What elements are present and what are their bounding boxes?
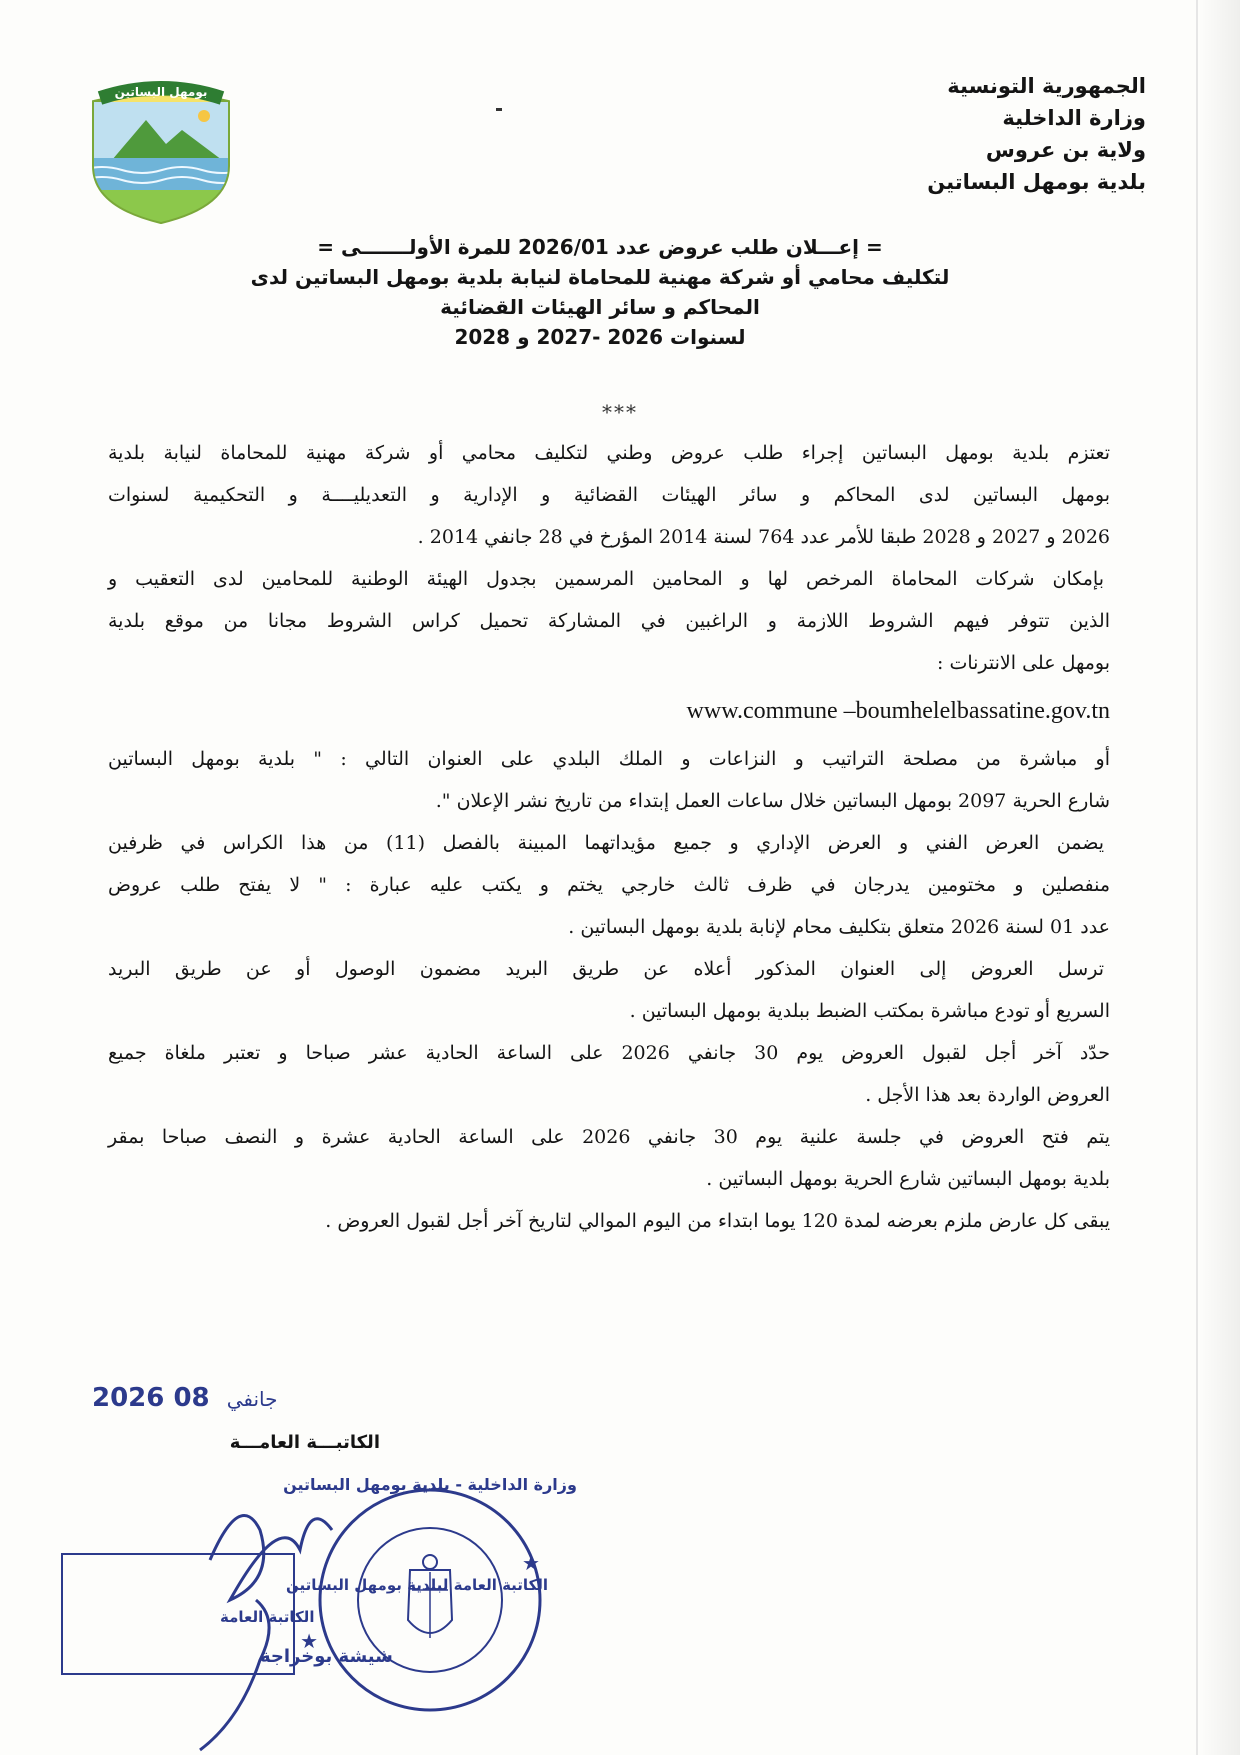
title-line: المحاكم و سائر الهيئات القضائية	[440, 295, 760, 319]
body-line: تعتزم بلدية بومهل البساتين إجراء طلب عروض وطني لتكليف محامي أو شركة مهنية للمحاماة لنيابة بلدية	[108, 442, 1110, 464]
body-line: حدّد آخر أجل لقبول العروض يوم 30 جانفي 2026 على الساعة الحادية عشر صباحا و تعتبر ملغاة جميع	[108, 1042, 1110, 1064]
body-line: بومهل على الانترنات :	[937, 652, 1110, 674]
title-line: لسنوات 2026 -2027 و 2028	[454, 325, 746, 349]
seal-ring-text: وزارة الداخلية - بلدية بومهل البساتين	[283, 1475, 577, 1494]
seal-rect-name: شيشة بوخراجة	[260, 1646, 393, 1667]
date-stamp	[92, 1383, 286, 1413]
body-line: الذين تتوفر فيهم الشروط اللازمة و الراغبين في المشاركة تحميل كراس الشروط مجانا من موقع بلدية	[108, 610, 1110, 632]
svg-text:★: ★	[522, 1551, 540, 1575]
country-line: الجمهورية التونسية	[947, 74, 1146, 98]
body-line: يبقى كل عارض ملزم بعرضه لمدة 120 يوما ابتداء من اليوم الموالي لتاريخ آخر أجل لقبول العروض .	[325, 1210, 1110, 1232]
seal-rect-line: الكاتبة العامة لبلدية بومهل البساتين	[286, 1576, 549, 1594]
body-line: بومهل البساتين لدى المحاكم و سائر الهيئات القضائية و الإدارية و التعديليــــة و التحكيمية لسنوات	[108, 484, 1110, 506]
title-line: لتكليف محامي أو شركة مهنية للمحاماة لنيابة بلدية بومهل البساتين لدى	[250, 265, 950, 289]
body-line: عدد 01 لسنة 2026 متعلق بتكليف محام لإنابة بلدية بومهل البساتين .	[568, 916, 1110, 938]
letterhead	[927, 70, 1146, 198]
body-line: ترسل العروض إلى العنوان المذكور أعلاه عن طريق البريد مضمون الوصول أو عن طريق البريد	[108, 958, 1104, 980]
body-line: بلدية بومهل البساتين شارع الحرية بومهل البساتين .	[706, 1168, 1110, 1190]
body-line: شارع الحرية 2097 بومهل البساتين خلال ساعات العمل إبتداء من تاريخ نشر الإعلان ".	[435, 790, 1110, 812]
svg-text:★: ★	[300, 1629, 318, 1653]
ministry-line: وزارة الداخلية	[1002, 106, 1146, 130]
official-seal-icon	[60, 1470, 577, 1755]
crest-label: بومهل البساتين	[114, 85, 208, 99]
body-line: بإمكان شركات المحاماة المرخص لها و المحامين المرسمين بجدول الهيئة الوطنية للمحامين لدى التعقيب و	[108, 568, 1104, 590]
website-url: www.commune –boumhelelbassatine.gov.tn	[686, 698, 1110, 724]
stamp-year: 2026	[92, 1383, 165, 1413]
section-separator: ***	[602, 400, 638, 424]
stray-mark	[496, 108, 502, 111]
seal-rect-line: الكاتبة العامة	[220, 1608, 315, 1626]
announcement-body	[108, 432, 1110, 1242]
body-line: منفصلين و مختومين يدرجان في ظرف ثالث خارجي يختم و يكتب عليه عبارة : " لا يفتح طلب عروض	[108, 874, 1110, 896]
stamp-day: 08	[173, 1383, 210, 1413]
body-line: السريع أو تودع مباشرة بمكتب الضبط ببلدية بومهل البساتين .	[629, 1000, 1110, 1022]
stamp-month: جانفي	[226, 1387, 278, 1411]
body-line: يتم فتح العروض في جلسة علنية يوم 30 جانفي 2026 على الساعة الحادية عشرة و النصف صباحا بمقر	[108, 1126, 1110, 1148]
announcement-title	[150, 232, 1050, 352]
title-line: = إعـــلان طلب عروض عدد 2026/01 للمرة الأولـــــــى =	[317, 235, 883, 259]
page-shadow	[1198, 0, 1240, 1755]
body-line: أو مباشرة من مصلحة التراتيب و النزاعات و الملك البلدي على العنوان التالي : " بلدية بومهل البساتين	[108, 748, 1110, 770]
body-line: يضمن العرض الفني و العرض الإداري و جميع مؤيداتهما المبينة بالفصل (11) من هذا الكراس في ظرفين	[108, 832, 1105, 854]
municipality-line: بلدية بومهل البساتين	[927, 170, 1146, 194]
governorate-line: ولاية بن عروس	[985, 138, 1146, 162]
signatory-title: الكاتبـــة العامـــة	[229, 1432, 380, 1453]
body-line: العروض الواردة بعد هذا الأجل .	[865, 1084, 1110, 1106]
body-line: 2026 و 2027 و 2028 طبقا للأمر عدد 764 لسنة 2014 المؤرخ في 28 جانفي 2014 .	[417, 526, 1110, 548]
municipality-crest-icon	[82, 74, 240, 224]
